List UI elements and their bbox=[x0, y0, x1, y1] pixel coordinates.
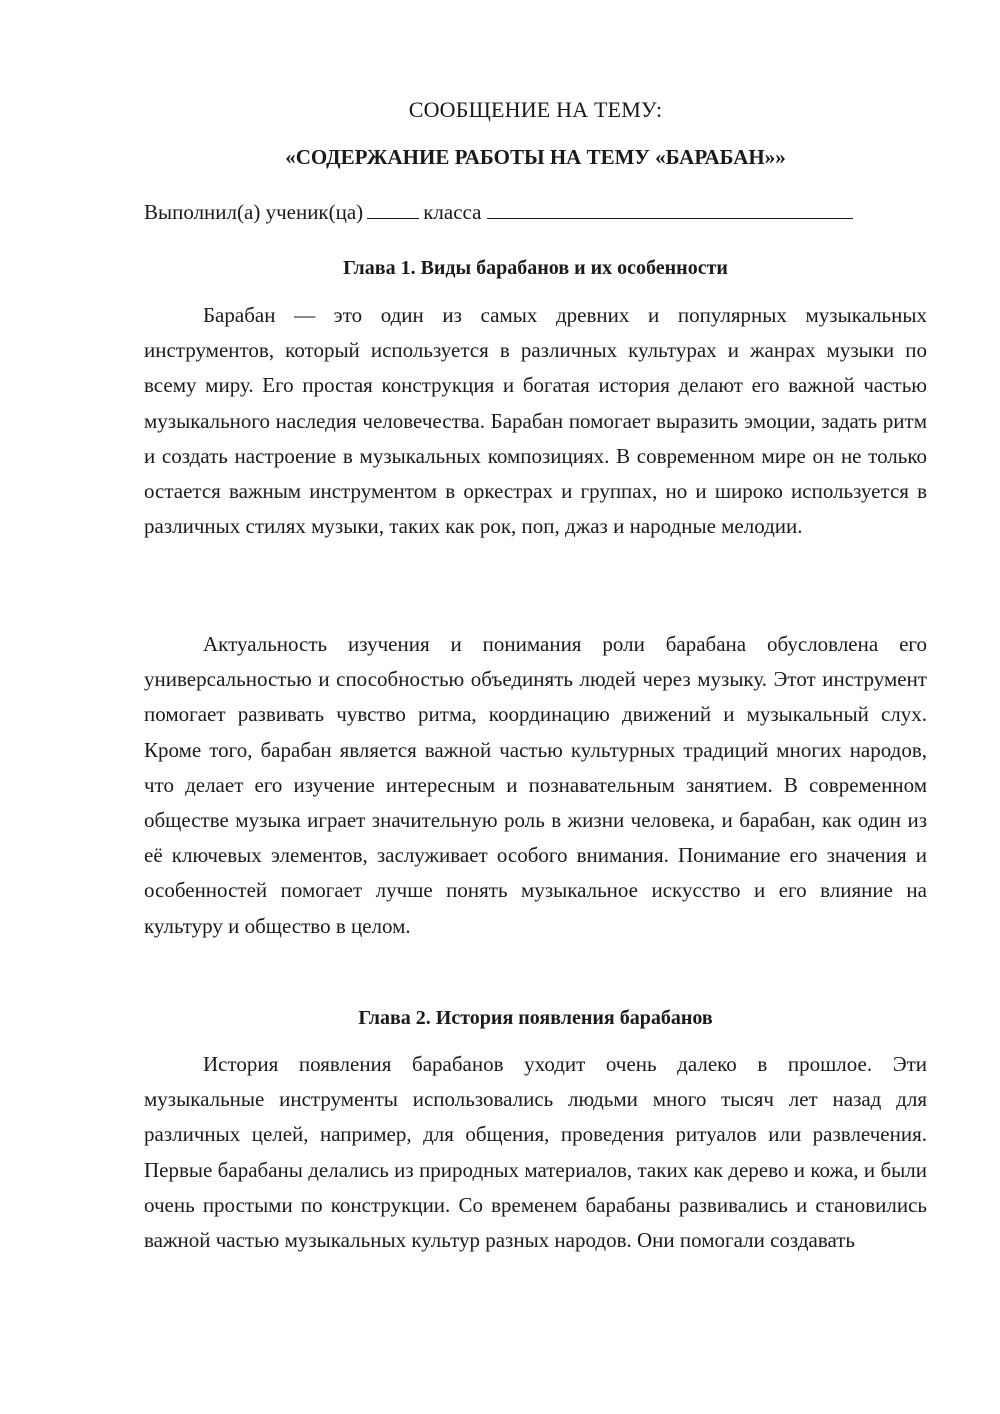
chapter-1-paragraph-1: Барабан — это один из самых древних и популярных музыкальных инструментов, который используется в различных культурах и жанрах музыки по всему миру. Его простая конструкция и богатая история делают его важной частью музыкального наследия человечества. Барабан помогает выразить эмоции, задать ритм и создать настроение в музыкальных композициях. В современном мире он не только остается важным инструментом в оркестрах и группах, но и широко используется в различных стилях музыки, таких как рок, поп, джаз и народные мелодии. bbox=[144, 303, 927, 539]
executor-line bbox=[144, 198, 927, 226]
chapter-1-paragraph-2: Актуальность изучения и понимания роли барабана обусловлена его универсальностью и способностью объединять людей через музыку. Этот инструмент помогает развивать чувство ритма, координацию движений и музыкальный слух. Кроме того, барабан является важной частью культурных традиций многих народов, что делает его изучение интересным и познавательным занятием. В современном обществе музыка играет значительную роль в жизни человека, и барабан, как один из её ключевых элементов, заслуживает особого внимания. Понимание его значения и особенностей помогает лучше понять музыкальное искусство и его влияние на культуру и общество в целом. bbox=[144, 632, 927, 938]
grade-blank bbox=[367, 198, 419, 219]
executor-label: Выполнил(а) ученик(ца) bbox=[144, 200, 364, 224]
chapter-1-heading: Глава 1. Виды барабанов и их особенности bbox=[343, 257, 728, 279]
document-title: СООБЩЕНИЕ НА ТЕМУ: bbox=[408, 97, 663, 122]
document-subtitle: «СОДЕРЖАНИЕ РАБОТЫ НА ТЕМУ «БАРАБАН»» bbox=[285, 145, 786, 169]
class-label: класса bbox=[423, 200, 482, 224]
chapter-2-heading: Глава 2. История появления барабанов bbox=[358, 1007, 713, 1029]
chapter-2-paragraph-1: История появления барабанов уходит очень далеко в прошлое. Эти музыкальные инструменты использовались людьми много тысяч лет назад для различных целей, например, для общения, проведения ритуалов или развлечения. Первые барабаны делались из природных материалов, таких как дерево и кожа, и были очень простыми по конструкции. Со временем барабаны развивались и становились важной частью музыкальных культур разных народов. Они помогали создавать bbox=[144, 1052, 927, 1253]
name-blank bbox=[487, 198, 853, 219]
